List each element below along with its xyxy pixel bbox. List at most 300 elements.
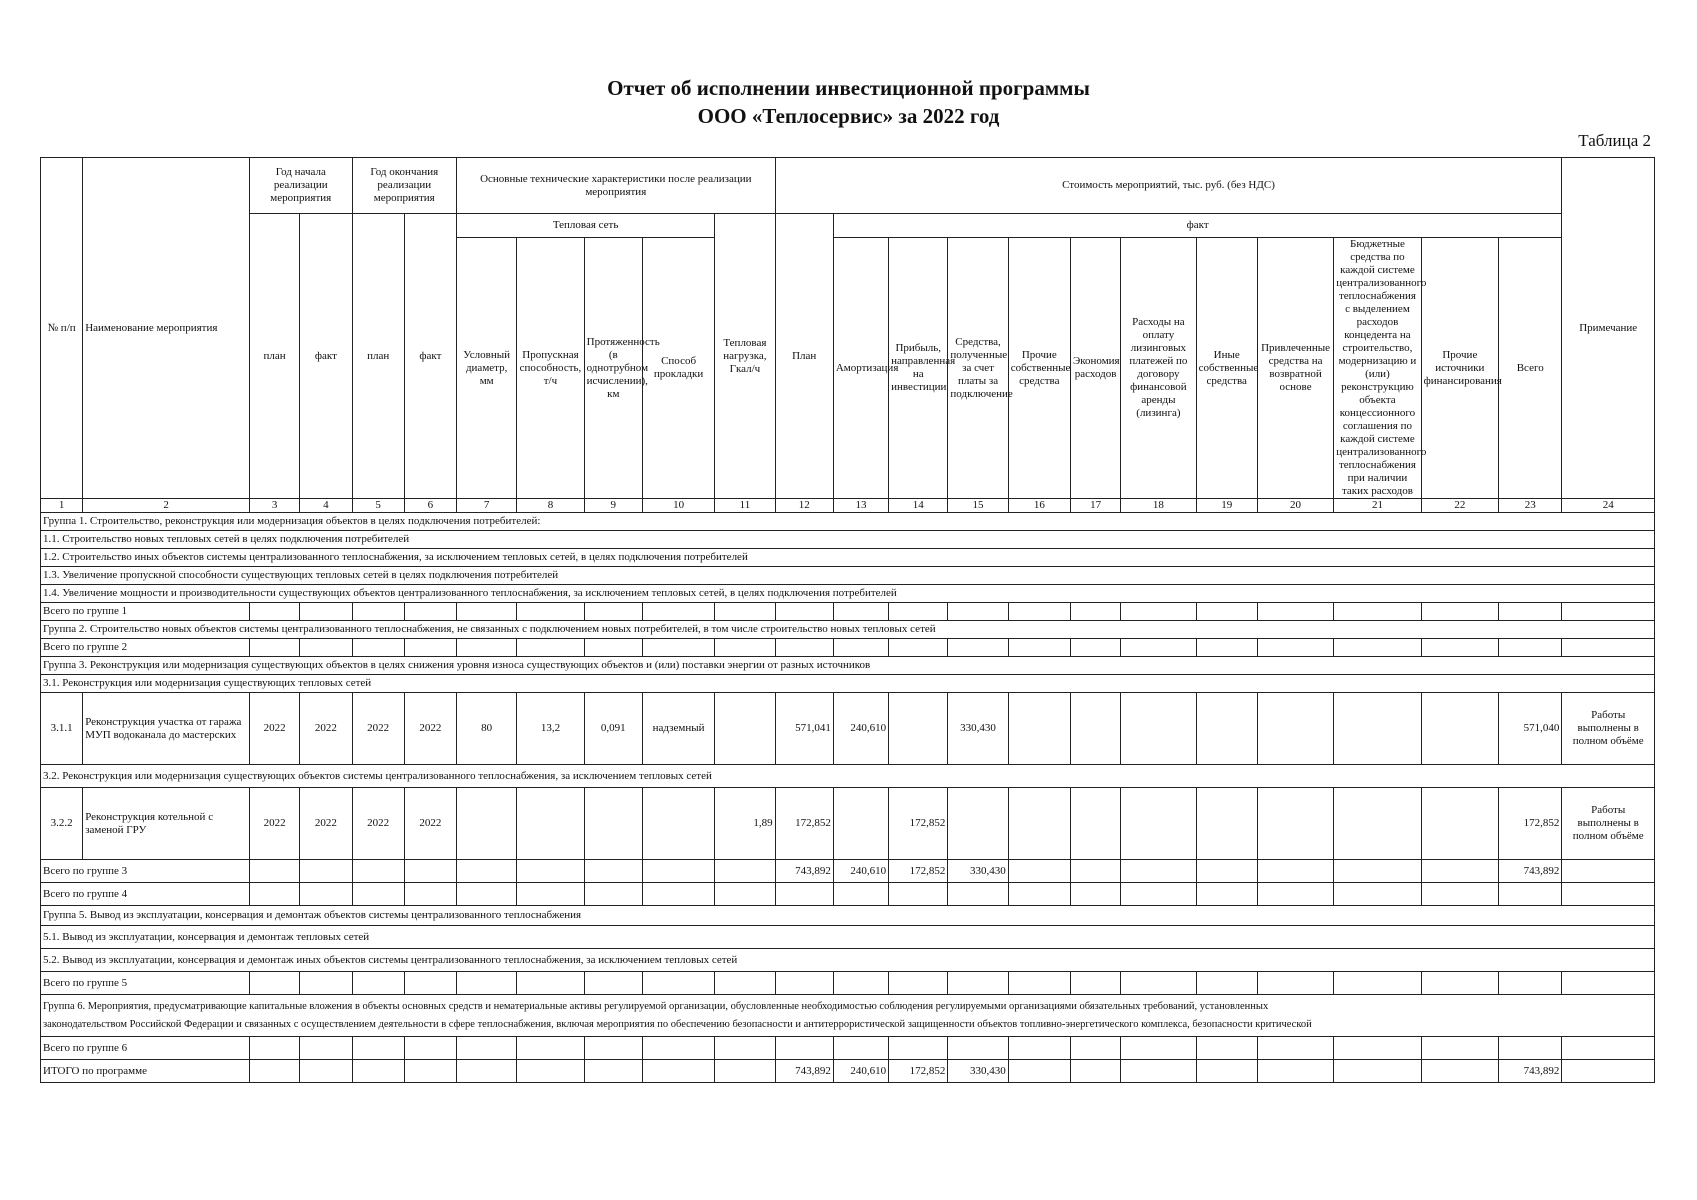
empty-cell [584,972,642,995]
empty-cell [584,603,642,621]
empty-cell [300,1037,352,1060]
empty-cell [517,788,584,860]
empty-cell [642,639,714,657]
empty-cell [584,860,642,883]
cost-total: 571,040 [1499,693,1562,765]
empty-cell [833,639,888,657]
empty-cell [715,639,775,657]
report-title-line-2: ООО «Теплосервис» за 2022 год [697,104,1000,128]
group-2-title: Группа 2. Строительство новых объектов системы централизованного теплоснабжения, не связанных с подключением новых потребителей, в том числе строительство новых тепловых сетей [41,621,1655,639]
col-num: 3 [250,499,300,513]
empty-cell [1070,639,1120,657]
empty-cell [1257,972,1333,995]
connection-fee: 330,430 [948,693,1008,765]
header-cost: Стоимость мероприятий, тыс. руб. (без НДС) [775,158,1562,214]
total-group-1: Всего по группе 1 [41,603,250,621]
col-num: 9 [584,499,642,513]
empty-cell [457,972,517,995]
start-fact: 2022 [300,788,352,860]
empty-cell [517,883,584,906]
subgroup-row [41,549,1655,567]
empty-cell [1257,1060,1333,1083]
col-num: 21 [1334,499,1421,513]
empty-cell [642,972,714,995]
start-plan: 2022 [250,788,300,860]
subgroup-3-2: 3.2. Реконструкция или модернизация существующих объектов системы централизованного теплоснабжения, за исключением тепловых сетей [41,765,1655,788]
empty-cell [300,972,352,995]
empty-cell [352,1060,404,1083]
empty-cell [300,883,352,906]
start-fact: 2022 [300,693,352,765]
empty-cell [1008,788,1070,860]
empty-cell [1070,883,1120,906]
empty-cell [889,693,948,765]
empty-cell [1121,1060,1196,1083]
empty-cell [404,1060,456,1083]
header-connection-fee: Средства, полученные за счет платы за подключение [948,238,1008,499]
empty-cell [1196,639,1257,657]
empty-cell [1562,1060,1655,1083]
subgroup-row [41,531,1655,549]
grand-total-row [41,1060,1655,1083]
table-row [41,788,1655,860]
group-6-title [41,995,1655,1037]
amortization: 240,610 [833,1060,888,1083]
profit: 172,852 [889,860,948,883]
length: 0,091 [584,693,642,765]
header-other-sources: Прочие источники финансирования [1421,238,1498,499]
heat-load: 1,89 [715,788,775,860]
empty-cell [948,972,1008,995]
cost-plan: 743,892 [775,1060,833,1083]
profit: 172,852 [889,1060,948,1083]
group-row [41,513,1655,531]
table-label: Таблица 2 [1578,131,1651,150]
header-budget: Бюджетные средства по каждой системе централизованного теплоснабжения с выделением расходов концедента на строительство, модернизацию и (или) реконструкцию объекта концессионного соглашения по каждой системе централизованного теплоснабжения при наличии таких расходов [1334,238,1421,499]
total-row [41,883,1655,906]
empty-cell [715,972,775,995]
empty-cell [1562,972,1655,995]
empty-cell [1257,788,1333,860]
empty-cell [250,883,300,906]
empty-cell [1008,693,1070,765]
header-num: № п/п [41,158,83,499]
col-num: 23 [1499,499,1562,513]
subgroup-row [41,949,1655,972]
empty-cell [715,883,775,906]
empty-cell [715,603,775,621]
col-num: 7 [457,499,517,513]
empty-cell [404,603,456,621]
empty-cell [1257,883,1333,906]
empty-cell [1196,883,1257,906]
header-end-plan: план [352,214,404,499]
empty-cell [889,883,948,906]
empty-cell [352,883,404,906]
empty-cell [833,1037,888,1060]
empty-cell [1499,639,1562,657]
empty-cell [1421,1037,1498,1060]
laying: надземный [642,693,714,765]
empty-cell [352,639,404,657]
header-length: Протяженность (в однотрубном исчислении), км [584,238,642,499]
empty-cell [1334,788,1421,860]
subgroup-5-2: 5.2. Вывод из эксплуатации, консервация и демонтаж иных объектов системы централизованного теплоснабжения, за исключением тепловых сетей [41,949,1655,972]
subgroup-1-1: 1.1. Строительство новых тепловых сетей в целях подключения потребителей [41,531,1655,549]
empty-cell [404,639,456,657]
header-amortization: Амортизация [833,238,888,499]
header-start-fact: факт [300,214,352,499]
empty-cell [715,1037,775,1060]
grand-total-label: ИТОГО по программе [41,1060,250,1083]
empty-cell [1421,883,1498,906]
empty-cell [250,1060,300,1083]
item-name: Реконструкция участка от гаража МУП водоканала до мастерских [83,693,250,765]
empty-cell [642,860,714,883]
empty-cell [642,1060,714,1083]
empty-cell [715,693,775,765]
empty-cell [1196,860,1257,883]
empty-cell [352,860,404,883]
total-row [41,639,1655,657]
remark: Работы выполнены в полном объёме [1562,788,1655,860]
group-row [41,621,1655,639]
amortization: 240,610 [833,693,888,765]
empty-cell [1562,860,1655,883]
empty-cell [1257,603,1333,621]
item-number: 3.1.1 [41,693,83,765]
item-name: Реконструкция котельной с заменой ГРУ [83,788,250,860]
empty-cell [948,639,1008,657]
empty-cell [457,603,517,621]
empty-cell [1121,860,1196,883]
empty-cell [517,639,584,657]
group-3-title: Группа 3. Реконструкция или модернизация существующих объектов в целях снижения уровня износа существующих объектов и (или) поставки энергии от разных источников [41,657,1655,675]
empty-cell [1070,693,1120,765]
empty-cell [584,1060,642,1083]
empty-cell [404,860,456,883]
empty-cell [1421,693,1498,765]
group-1-title: Группа 1. Строительство, реконструкция или модернизация объектов в целях подключения потребителей: [41,513,1655,531]
col-num: 18 [1121,499,1196,513]
total-group-5: Всего по группе 5 [41,972,250,995]
empty-cell [642,1037,714,1060]
empty-cell [1196,788,1257,860]
empty-cell [889,1037,948,1060]
col-num: 15 [948,499,1008,513]
cost-total: 172,852 [1499,788,1562,860]
empty-cell [352,972,404,995]
header-start-plan: план [250,214,300,499]
subgroup-row [41,585,1655,603]
subgroup-1-2: 1.2. Строительство иных объектов системы централизованного теплоснабжения, за исключением тепловых сетей, в целях подключения потребителей [41,549,1655,567]
header-capacity: Пропускная способность, т/ч [517,238,584,499]
col-num: 12 [775,499,833,513]
connection-fee: 330,430 [948,860,1008,883]
empty-cell [1070,972,1120,995]
total-row [41,860,1655,883]
investment-program-table [40,157,1655,1083]
empty-cell [457,883,517,906]
empty-cell [1334,1060,1421,1083]
profit: 172,852 [889,788,948,860]
header-other-own: Иные собственные средства [1196,238,1257,499]
empty-cell [1499,603,1562,621]
empty-cell [584,639,642,657]
col-num: 17 [1070,499,1120,513]
empty-cell [1499,972,1562,995]
empty-cell [1421,788,1498,860]
subgroup-row [41,675,1655,693]
header-cost-fact: факт [833,214,1562,238]
empty-cell [833,788,888,860]
end-plan: 2022 [352,788,404,860]
empty-cell [1421,972,1498,995]
empty-cell [1008,1060,1070,1083]
empty-cell [1334,972,1421,995]
report-title-line-1: Отчет об исполнении инвестиционной программы [607,76,1090,100]
empty-cell [1562,603,1655,621]
empty-cell [1257,639,1333,657]
empty-cell [1070,1060,1120,1083]
header-end-year: Год окончания реализации мероприятия [352,158,457,214]
empty-cell [948,883,1008,906]
empty-cell [1334,639,1421,657]
empty-cell [1121,693,1196,765]
empty-cell [775,1037,833,1060]
empty-cell [1070,603,1120,621]
empty-cell [715,860,775,883]
header-tech: Основные технические характеристики после реализации мероприятия [457,158,776,214]
empty-cell [1334,1037,1421,1060]
empty-cell [1334,883,1421,906]
header-remark: Примечание [1562,158,1655,499]
cost-plan: 172,852 [775,788,833,860]
empty-cell [1421,860,1498,883]
empty-cell [1070,788,1120,860]
empty-cell [517,1037,584,1060]
empty-cell [517,1060,584,1083]
col-num: 6 [404,499,456,513]
subgroup-row [41,567,1655,585]
header-total: Всего [1499,238,1562,499]
empty-cell [250,603,300,621]
subgroup-1-3: 1.3. Увеличение пропускной способности существующих тепловых сетей в целях подключения потребителей [41,567,1655,585]
empty-cell [1196,972,1257,995]
column-numbers-row [41,499,1655,513]
cost-total: 743,892 [1499,860,1562,883]
empty-cell [457,1037,517,1060]
col-num: 10 [642,499,714,513]
empty-cell [1121,603,1196,621]
empty-cell [517,860,584,883]
empty-cell [1334,860,1421,883]
empty-cell [517,972,584,995]
empty-cell [1562,1037,1655,1060]
group-5-title: Группа 5. Вывод из эксплуатации, консервация и демонтаж объектов системы централизованного теплоснабжения [41,906,1655,926]
empty-cell [775,603,833,621]
empty-cell [404,1037,456,1060]
empty-cell [1008,1037,1070,1060]
total-row [41,603,1655,621]
empty-cell [517,603,584,621]
group-row [41,906,1655,926]
empty-cell [1008,972,1070,995]
diameter: 80 [457,693,517,765]
empty-cell [1499,1037,1562,1060]
empty-cell [300,603,352,621]
empty-cell [1421,1060,1498,1083]
empty-cell [352,1037,404,1060]
header-name: Наименование мероприятия [83,158,250,499]
empty-cell [1562,639,1655,657]
empty-cell [404,883,456,906]
empty-cell [833,972,888,995]
empty-cell [948,1037,1008,1060]
col-num: 5 [352,499,404,513]
col-num: 4 [300,499,352,513]
header-heat-network: Тепловая сеть [457,214,715,238]
end-plan: 2022 [352,693,404,765]
capacity: 13,2 [517,693,584,765]
empty-cell [250,639,300,657]
empty-cell [1257,693,1333,765]
empty-cell [1257,860,1333,883]
empty-cell [1421,603,1498,621]
col-num: 11 [715,499,775,513]
empty-cell [948,788,1008,860]
empty-cell [457,639,517,657]
header-borrowed: Привлеченные средства на возвратной основе [1257,238,1333,499]
empty-cell [715,1060,775,1083]
empty-cell [584,1037,642,1060]
remark: Работы выполнены в полном объёме [1562,693,1655,765]
col-num: 8 [517,499,584,513]
col-num: 20 [1257,499,1333,513]
empty-cell [642,883,714,906]
empty-cell [948,603,1008,621]
group-row [41,995,1655,1037]
col-num: 1 [41,499,83,513]
empty-cell [1121,972,1196,995]
empty-cell [833,603,888,621]
subgroup-1-4: 1.4. Увеличение мощности и производительности существующих объектов централизованного теплоснабжения, за исключением тепловых сетей, в целях подключения потребителей [41,585,1655,603]
empty-cell [300,639,352,657]
empty-cell [1334,693,1421,765]
col-num: 22 [1421,499,1498,513]
header-lease: Расходы на оплату лизинговых платежей по договору финансовой аренды (лизинга) [1121,238,1196,499]
header-cost-plan: План [775,214,833,499]
start-plan: 2022 [250,693,300,765]
col-num: 2 [83,499,250,513]
empty-cell [775,883,833,906]
item-number: 3.2.2 [41,788,83,860]
group-row [41,657,1655,675]
empty-cell [1121,883,1196,906]
empty-cell [584,883,642,906]
amortization: 240,610 [833,860,888,883]
empty-cell [833,883,888,906]
empty-cell [1257,1037,1333,1060]
table-row [41,693,1655,765]
empty-cell [250,860,300,883]
empty-cell [1196,693,1257,765]
empty-cell [300,860,352,883]
empty-cell [1562,883,1655,906]
col-num: 14 [889,499,948,513]
subgroup-row [41,926,1655,949]
header-own-other: Прочие собственные средства [1008,238,1070,499]
end-fact: 2022 [404,693,456,765]
cost-plan: 571,041 [775,693,833,765]
header-laying: Способ прокладки [642,238,714,499]
empty-cell [1196,1060,1257,1083]
empty-cell [1334,603,1421,621]
cost-total: 743,892 [1499,1060,1562,1083]
subgroup-5-1: 5.1. Вывод из эксплуатации, консервация и демонтаж тепловых сетей [41,926,1655,949]
end-fact: 2022 [404,788,456,860]
subgroup-row [41,765,1655,788]
empty-cell [1196,603,1257,621]
group-6-title-line-2: законодательством Российской Федерации и связанных с осуществлением деятельности в сфере теплоснабжения, включая мероприятия по обеспечению безопасности и антитеррористической защищенности объектов топливно-энергетического комплекса, безопасности критической [43,1018,1312,1030]
total-group-3: Всего по группе 3 [41,860,250,883]
empty-cell [457,1060,517,1083]
empty-cell [642,788,714,860]
empty-cell [1008,639,1070,657]
empty-cell [584,788,642,860]
empty-cell [775,639,833,657]
empty-cell [1070,1037,1120,1060]
empty-cell [1196,1037,1257,1060]
empty-cell [457,860,517,883]
header-end-fact: факт [404,214,456,499]
header-diameter: Условный диаметр, мм [457,238,517,499]
group-6-title-line-1: Группа 6. Мероприятия, предусматривающие капитальные вложения в объекты основных средств и нематериальные активы регулируемой организации, обусловленные необходимостью соблюдения регулируемыми организациями обязательных требований, установленных [43,1000,1269,1012]
subgroup-3-1: 3.1. Реконструкция или модернизация существующих тепловых сетей [41,675,1655,693]
empty-cell [1121,788,1196,860]
empty-cell [1008,860,1070,883]
header-row-2 [41,214,1655,238]
empty-cell [1121,1037,1196,1060]
col-num: 13 [833,499,888,513]
empty-cell [1008,603,1070,621]
empty-cell [1070,860,1120,883]
col-num: 19 [1196,499,1257,513]
total-group-6: Всего по группе 6 [41,1037,250,1060]
cost-plan: 743,892 [775,860,833,883]
total-row [41,1037,1655,1060]
empty-cell [352,603,404,621]
empty-cell [1421,639,1498,657]
header-row-1 [41,158,1655,214]
header-profit: Прибыль, направленная на инвестиции [889,238,948,499]
total-row [41,972,1655,995]
total-group-4: Всего по группе 4 [41,883,250,906]
total-group-2: Всего по группе 2 [41,639,250,657]
empty-cell [1499,883,1562,906]
empty-cell [250,972,300,995]
empty-cell [889,639,948,657]
empty-cell [457,788,517,860]
empty-cell [642,603,714,621]
header-heat-load: Тепловая нагрузка, Гкал/ч [715,214,775,499]
empty-cell [889,603,948,621]
connection-fee: 330,430 [948,1060,1008,1083]
header-start-year: Год начала реализации мероприятия [250,158,353,214]
col-num: 16 [1008,499,1070,513]
empty-cell [300,1060,352,1083]
col-num: 24 [1562,499,1655,513]
